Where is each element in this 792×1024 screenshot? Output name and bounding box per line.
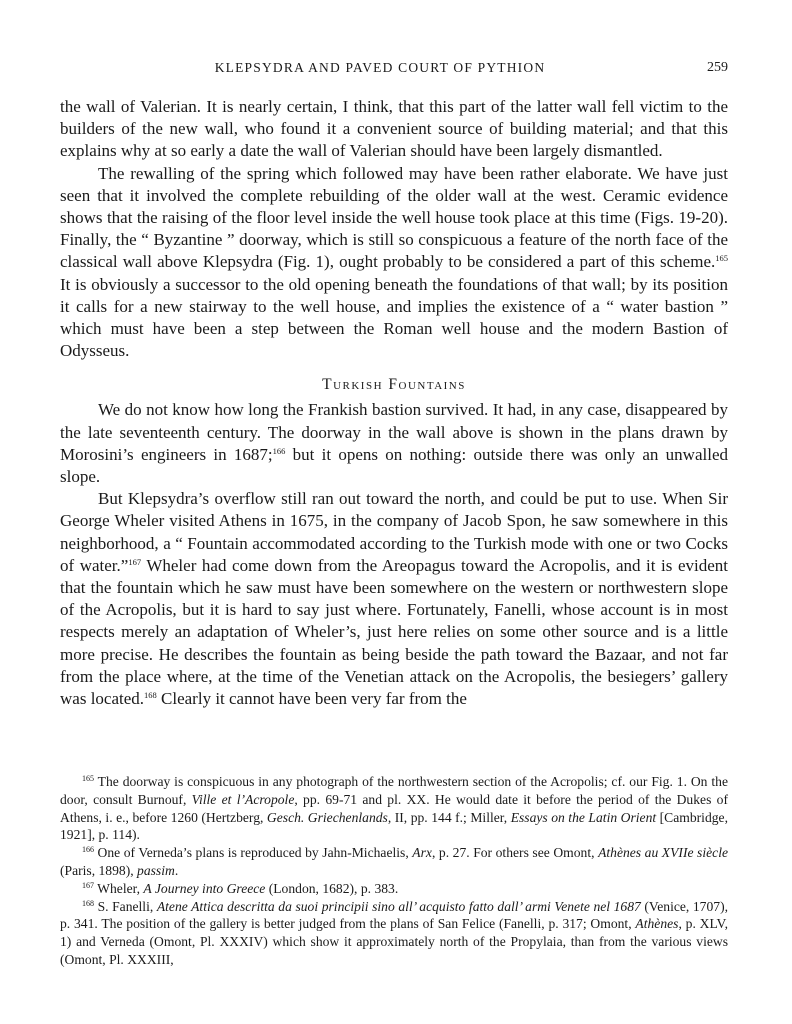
footnote-ref-167[interactable]: 167 <box>128 556 142 567</box>
footnote-text: , II, pp. 144 f.; Miller, <box>387 809 511 825</box>
footnote-ref-166[interactable]: 166 <box>272 445 286 456</box>
paragraph-4 <box>60 488 728 710</box>
footnote-text: (Venice, 1707), p. 341. The position of the gallery is better judged from the plans of San Felice (Fanelli, p. 317; Omont, <box>60 898 728 932</box>
footnote-title: Arx <box>412 845 432 861</box>
footnote-165 <box>60 773 728 844</box>
footnote-ref-165[interactable]: 165 <box>715 253 728 264</box>
footnote-text: . <box>174 862 179 878</box>
footnote-number: 168 <box>82 898 94 908</box>
footnote-ref-168[interactable]: 168 <box>144 690 157 701</box>
footnote-text: The doorway is conspicuous in any photograph of the northwestern section of the Acropolis; cf. our Fig. 1. On the door, consult Burnouf, <box>60 774 728 807</box>
paragraph-2-text-a: The rewalling of the spring which followed may have been rather elaborate. We have just seen that it involved the complete rebuilding of the older wall at the west. Ceramic evidence shows that the raising of the floor level inside the well house took place at this time (Figs. 19-20). Finally, the “ Byzantine ” doorway, which is still so conspicuous a feature of the north face of the classical wall above Klepsydra (Fig. 1), ought probably to be considered a part of this scheme. <box>60 163 728 272</box>
paragraph-2-text-b: It is obviously a successor to the old opening beneath the foundations of that wall; by its position it calls for a new stairway to the well house, and implies the existence of a “ water bastion ” which must have been a step between the Roman well house and the modern Bastion of Odysseus. <box>60 274 728 361</box>
footnote-title: passim <box>137 862 175 878</box>
footnote-title: Ville et l’Acropole <box>191 791 295 807</box>
footnote-166 <box>60 844 728 880</box>
page-header <box>60 60 728 80</box>
footnote-title: Gesch. Griechenlands <box>266 809 388 825</box>
footnote-168 <box>60 898 728 969</box>
footnote-title: Essays on the Latin Orient <box>510 809 657 825</box>
paragraph-3-text-a: We do not know how long the Frankish bastion survived. It had, in any case, disappeared by the late seventeenth century. The doorway in the wall above is shown in the plans drawn by Morosini’s engineers in 1687; <box>60 400 728 464</box>
footnote-text: One of Verneda’s plans is reproduced by Jahn-Michaelis, <box>94 845 413 861</box>
paragraph-1-text: the wall of Valerian. It is nearly certain, I think, that this part of the latter wall fell victim to the builders of the new wall, who found it a convenient source of building material; and that this explains why at so early a date the wall of Valerian should have been largely dismantled. <box>60 97 728 161</box>
footnote-number: 165 <box>82 774 94 783</box>
paragraph-4-text-a: But Klepsydra’s overflow still ran out toward the north, and could be put to use. When Sir George Wheler visited Athens in 1675, in the company of Jacob Spon, he saw somewhere in this neighborhood, a “ Fountain accommodated according to the Turkish mode with one or two Cocks of water.” <box>60 489 728 575</box>
paragraph-4-text-c: Clearly it cannot have been very far from the <box>156 689 467 709</box>
paragraph-3-text-b: but it opens on nothing: outside there was only an unwalled slope. <box>60 444 728 487</box>
page-number: 259 <box>707 60 728 75</box>
footnote-number: 166 <box>82 845 94 855</box>
footnote-text: S. Fanelli, <box>94 898 157 914</box>
footnote-167 <box>60 880 728 898</box>
footnote-text: (Paris, 1898), <box>60 862 138 878</box>
footnote-text: [Cambridge, 1921], p. 114). <box>60 809 728 843</box>
footnote-text: , p. XLV, 1) and Verneda (Omont, Pl. XXXIV) which show it approximately north of the Propylaia, than from the various views (Omont, Pl. XXXIII, <box>60 916 728 967</box>
footnote-title: A Journey into Greece <box>143 880 266 896</box>
footnotes <box>60 773 728 969</box>
footnote-title: Atene Attica descritta da suoi principii sino all’ acquisto fatto dall’ armi Venete nel 1687 <box>156 898 641 914</box>
footnote-text: (London, 1682), p. 383. <box>265 880 399 896</box>
paragraph-3 <box>60 399 728 488</box>
paragraph-2 <box>60 163 728 363</box>
footnote-title: Athènes <box>635 916 679 932</box>
running-head: KLEPSYDRA AND PAVED COURT OF PYTHION <box>214 60 546 75</box>
paragraph-4-text-b: Wheler had come down from the Areopagus toward the Acropolis, and it is evident that the fountain which he saw must have been somewhere on the western or northwestern slope of the Acropolis, but it is hard to say just where. Fortunately, Fanelli, whose account is in most respects merely an adaptation of Wheler’s, just here relies on some other source and is a little more precise. He describes the fountain as being beside the path toward the Bazaar, and not far from the place where, at the time of the Venetian attack on the Acropolis, the besiegers’ gallery was located. <box>60 555 728 709</box>
body-text <box>60 96 728 710</box>
footnote-title: Athènes au XVIIe siècle <box>598 845 729 861</box>
footnote-text: , p. 27. For others see Omont, <box>431 845 599 861</box>
section-heading: Turkish Fountains <box>322 376 466 394</box>
footnote-number: 167 <box>82 880 94 890</box>
footnote-text: , pp. 69-71 and pl. XX. He would date it before the period of the Dukes of Athens, i. e., before 1260 (Hertzberg, <box>60 791 728 825</box>
footnote-text: Wheler, <box>94 880 144 896</box>
paragraph-1 <box>60 96 728 163</box>
